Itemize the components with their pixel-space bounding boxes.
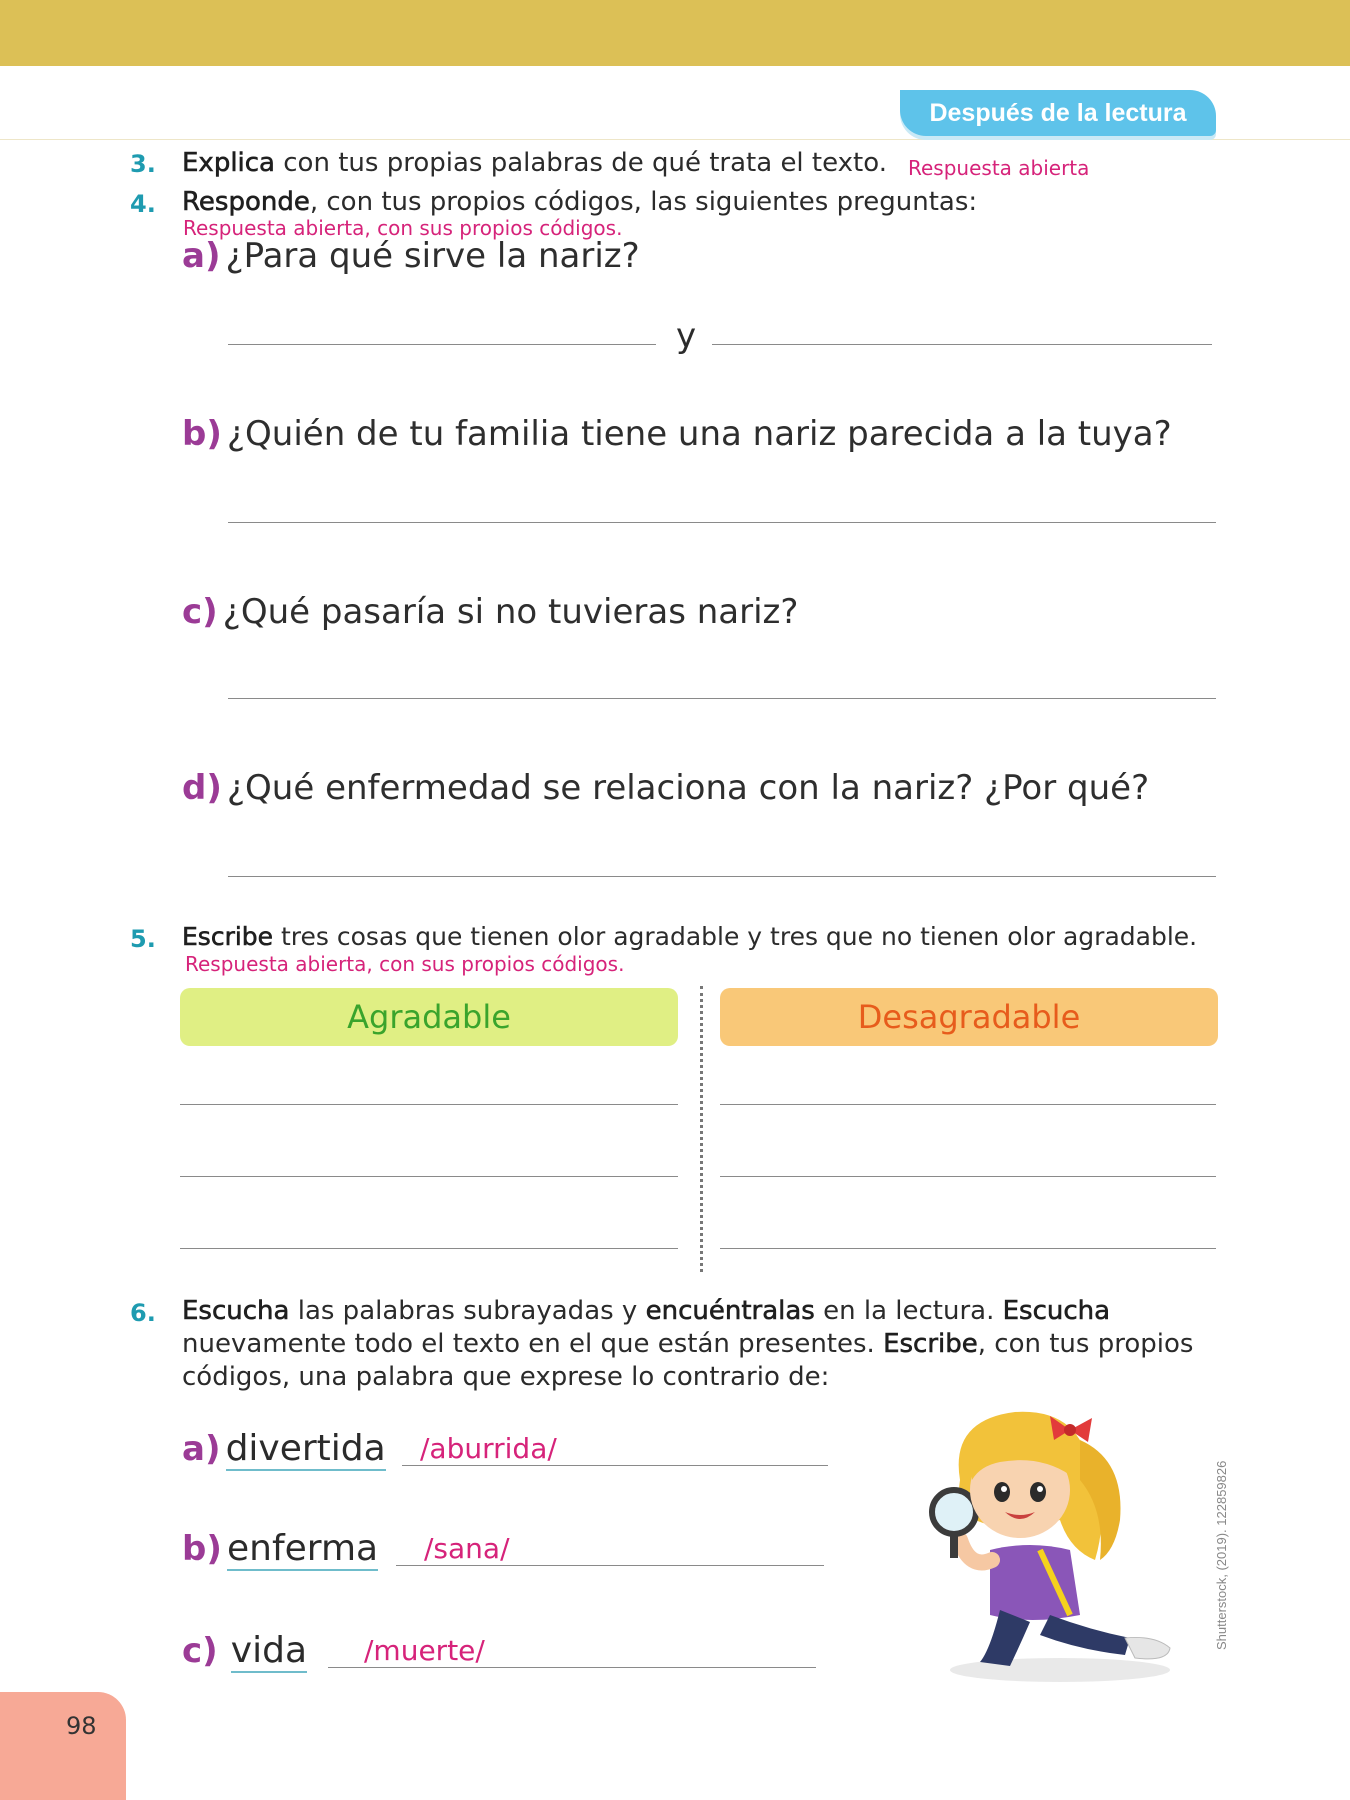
- image-credit: Shutterstock, (2019). 122859826: [1214, 1460, 1229, 1650]
- q4b-text: ¿Quién de tu familia tiene una nariz parecida a la tuya?: [226, 414, 1172, 454]
- q6-number: 6.: [130, 1299, 156, 1327]
- desagradable-line-3[interactable]: [720, 1248, 1216, 1249]
- agradable-line-3[interactable]: [180, 1248, 678, 1249]
- q6-verb-escucha: Escucha: [182, 1296, 290, 1326]
- q6-text-2: en la lectura.: [823, 1296, 995, 1326]
- q6c-word: vida: [230, 1630, 308, 1671]
- q6-verb-escribe: Escribe: [883, 1329, 978, 1359]
- q6a-answer: /aburrida/: [420, 1432, 557, 1465]
- page-number-tab: [0, 1692, 126, 1800]
- q6a-answer-line[interactable]: [402, 1432, 828, 1466]
- q3-answer: Respuesta abierta: [908, 156, 1090, 180]
- q6b-letter: b): [182, 1529, 222, 1569]
- q6-verb-encuentralas: encuéntralas: [645, 1296, 815, 1326]
- section-tab: Después de la lectura: [900, 90, 1216, 136]
- desagradable-line-1[interactable]: [720, 1104, 1216, 1105]
- q4b-answer-line[interactable]: [228, 522, 1216, 523]
- q6c-answer: /muerte/: [364, 1634, 485, 1667]
- column-divider: [700, 986, 703, 1272]
- q6a-word: divertida: [225, 1428, 386, 1469]
- q6-verb-escucha-2: Escucha: [1002, 1296, 1111, 1326]
- desagradable-line-2[interactable]: [720, 1176, 1216, 1177]
- q3-text: con tus propias palabras de qué trata el texto.: [283, 148, 887, 178]
- q4a: [182, 236, 640, 276]
- q4a-letter: a): [182, 236, 221, 276]
- q4c-text: ¿Qué pasaría si no tuvieras nariz?: [222, 592, 799, 632]
- q6-line-1: [182, 1295, 1110, 1327]
- q6c: [182, 1630, 307, 1671]
- agradable-header: Agradable: [180, 988, 678, 1046]
- q4-answer: Respuesta abierta, con sus propios códigos.: [183, 216, 623, 240]
- q6a: [182, 1428, 386, 1469]
- q5-answer: Respuesta abierta, con sus propios códigos.: [185, 952, 625, 976]
- q6-line-3: códigos, una palabra que exprese lo contrario de:: [182, 1362, 830, 1392]
- q3-prompt: [182, 147, 887, 179]
- q5-prompt: [182, 921, 1197, 953]
- q4c-letter: c): [182, 592, 218, 632]
- header-rule: [0, 139, 1350, 140]
- q3-verb: Explica: [182, 148, 275, 178]
- agradable-line-1[interactable]: [180, 1104, 678, 1105]
- q6b-answer-line[interactable]: [396, 1532, 824, 1566]
- q4d-answer-line[interactable]: [228, 876, 1216, 877]
- q6c-answer-line[interactable]: [328, 1634, 816, 1668]
- agradable-line-2[interactable]: [180, 1176, 678, 1177]
- q6b-word: enferma: [226, 1528, 379, 1569]
- q6-text-3: nuevamente todo el texto en el que están presentes.: [182, 1329, 875, 1359]
- q4-text: , con tus propios códigos, las siguientes preguntas:: [309, 187, 978, 217]
- q4b: [182, 414, 1172, 454]
- q4a-text: ¿Para qué sirve la nariz?: [225, 236, 640, 276]
- q4-prompt: [182, 186, 977, 218]
- q4a-answer-line-2[interactable]: [712, 344, 1212, 345]
- q5-number: 5.: [130, 925, 156, 953]
- q4d: [182, 768, 1149, 808]
- desagradable-header: Desagradable: [720, 988, 1218, 1046]
- q4c: [182, 592, 798, 632]
- girl-magnifier-illustration: [920, 1400, 1180, 1690]
- q6-line-2: [182, 1328, 1193, 1360]
- q4d-letter: d): [182, 768, 222, 808]
- q4c-answer-line[interactable]: [228, 698, 1216, 699]
- q5-text: tres cosas que tienen olor agradable y tres que no tienen olor agradable.: [281, 922, 1198, 951]
- q6b: [182, 1528, 378, 1569]
- q4b-letter: b): [182, 414, 222, 454]
- header-band: [0, 0, 1350, 66]
- q4-verb: Responde: [182, 187, 310, 217]
- q3-number: 3.: [130, 150, 156, 178]
- q4a-answer-line-1[interactable]: [228, 344, 656, 345]
- q4d-text: ¿Qué enfermedad se relaciona con la nariz? ¿Por qué?: [226, 768, 1150, 808]
- q4-number: 4.: [130, 190, 156, 218]
- page-number: 98: [66, 1712, 97, 1740]
- q6a-letter: a): [182, 1429, 221, 1469]
- q6-text-4: , con tus propios: [977, 1329, 1194, 1359]
- q6b-answer: /sana/: [424, 1532, 510, 1565]
- q6c-letter: c): [182, 1631, 218, 1671]
- q5-verb: Escribe: [182, 922, 274, 951]
- q4a-connector: y: [676, 316, 697, 356]
- q6-text-1: las palabras subrayadas y: [297, 1296, 638, 1326]
